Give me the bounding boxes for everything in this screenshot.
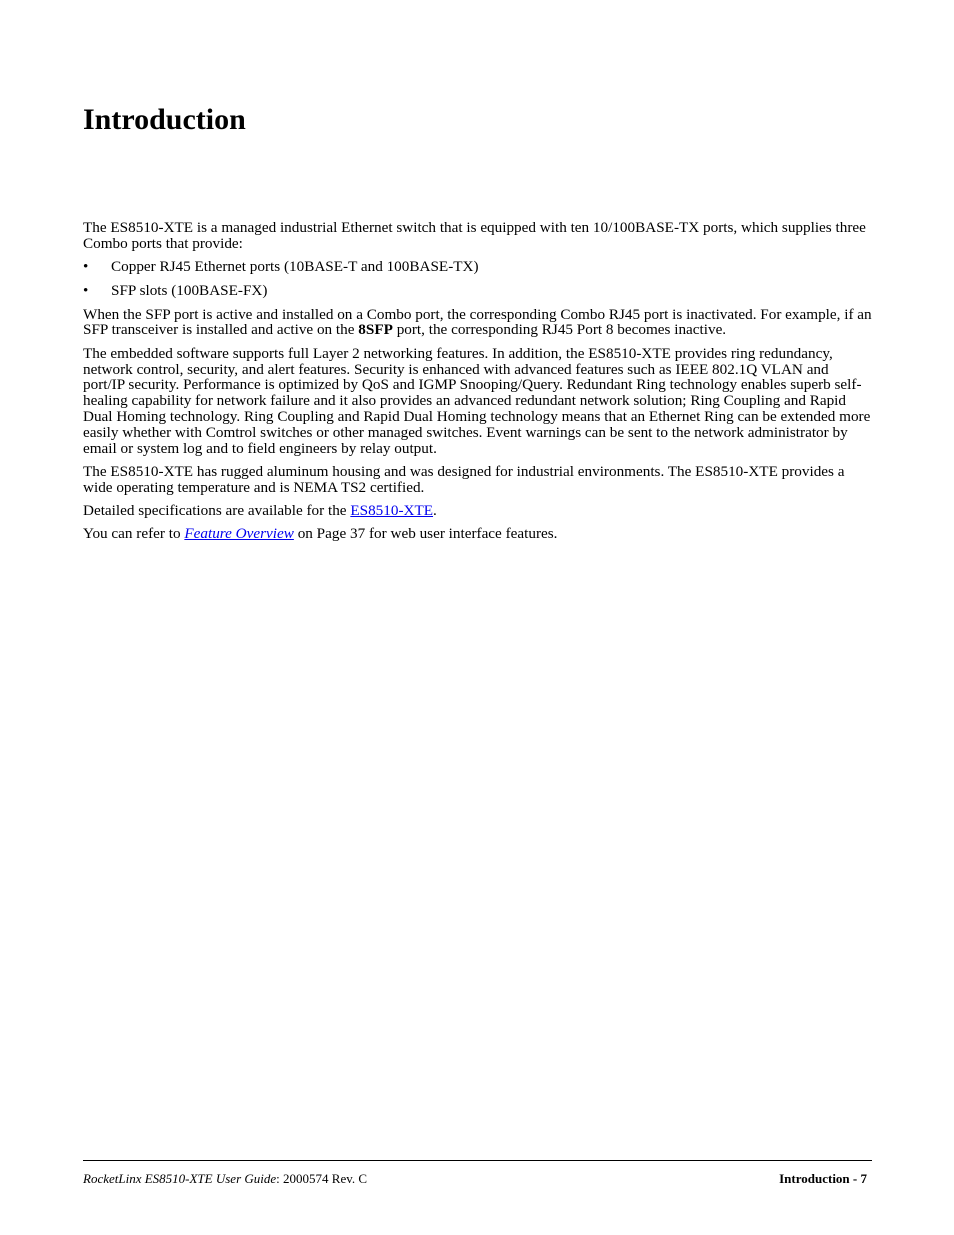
software-paragraph: The embedded software supports full Layer 2 networking features. In addition, the ES8510-XTE provides ring redundancy, network control, security, and alert features. Security is enhanced with advanced features such as IEEE 802.1Q VLAN and port/IP security. Performance is optimized by QoS and IGMP Snooping/Query. Redundant Ring technology enables superb self-healing capability for network failure and it also provides an advanced redundant network solution; Ring Coupling and Rapid Dual Homing technology. Ring Coupling and Rapid Dual Homing technology means that an Ethernet Ring can be extended more easily whether with Comtrol switches or other managed switches. Event warnings can be sent to the network administrator by email or system log and to field engineers by relay output. [83, 344, 871, 457]
feature-overview-link[interactable]: Feature Overview [184, 525, 294, 543]
sfp-text-start: When the SFP port is active and installed on a Combo port, the corresponding Combo RJ45 port is inactivated. For example, if an SFP transceiver is installed and active on the [83, 305, 872, 339]
sfp-paragraph [83, 307, 873, 339]
sfp-text-end: port, the corresponding RJ45 Port 8 becomes inactive. [392, 321, 727, 339]
port-name-bold: 8SFP [358, 321, 393, 339]
footer-document-info [83, 1171, 367, 1187]
port-type-list [83, 259, 873, 299]
page-reference-text: on Page 37 for web user interface features. [293, 525, 558, 543]
bullet-icon: • [83, 281, 89, 299]
housing-paragraph: The ES8510-XTE has rugged aluminum housing and was designed for industrial environments. The ES8510-XTE provides a wide operating temperature and is NEMA TS2 certified. [83, 462, 845, 496]
footer-page-number: Introduction - 7 [779, 1171, 867, 1186]
document-number: : 2000574 Rev. C [276, 1171, 368, 1186]
bullet-icon: • [83, 258, 89, 276]
list-item-text: Copper RJ45 Ethernet ports (10BASE-T and 100BASE-TX) [111, 258, 479, 276]
intro-paragraph: The ES8510-XTE is a managed industrial Ethernet switch that is equipped with ten 10/100BASE-TX ports, which supplies three Combo ports that provide: [83, 219, 866, 252]
list-item [83, 259, 873, 275]
specifications-paragraph [83, 503, 873, 519]
es8510-xte-link[interactable]: ES8510-XTE [350, 501, 434, 519]
specifications-period: . [433, 501, 437, 519]
refer-text: You can refer to [83, 525, 185, 543]
body-text [83, 220, 873, 550]
list-item-text: SFP slots (100BASE-FX) [111, 281, 268, 299]
list-item [83, 283, 873, 299]
page-title: Introduction [83, 103, 246, 136]
guide-title: RocketLinx ES8510-XTE User Guide [83, 1171, 277, 1186]
specifications-text: Detailed specifications are available for the [83, 501, 351, 519]
feature-overview-paragraph [83, 526, 873, 542]
footer-divider [83, 1160, 872, 1161]
